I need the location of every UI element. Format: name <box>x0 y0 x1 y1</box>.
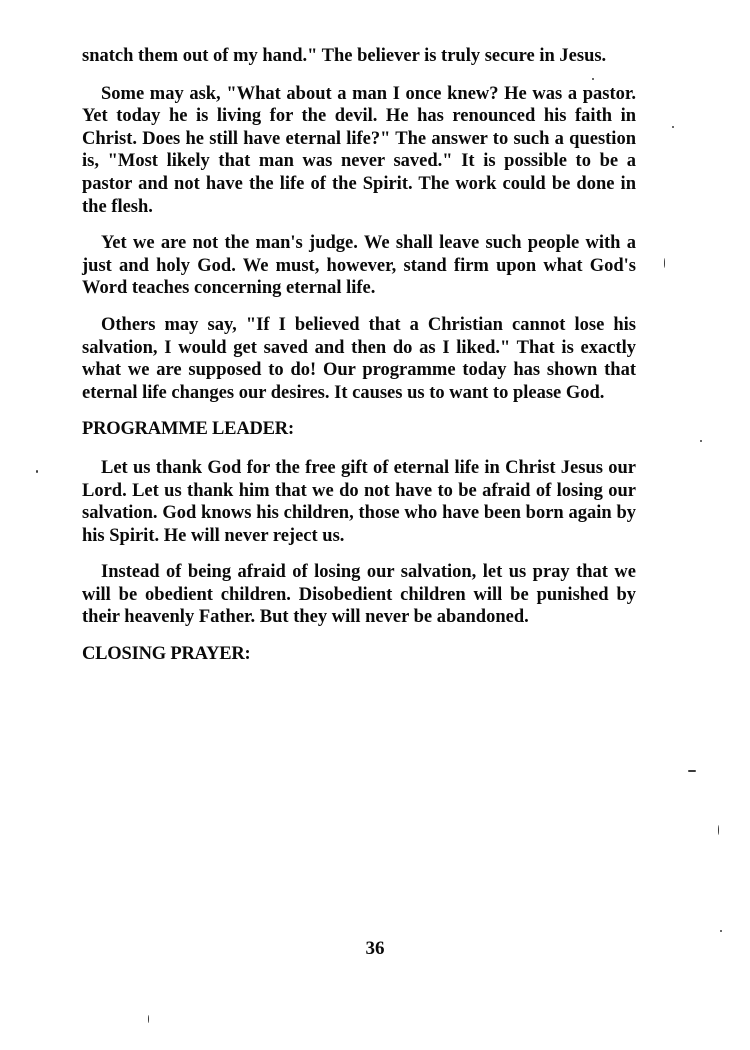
paragraph-not-judge: Yet we are not the man's judge. We shall leave such people with a just and holy God. We must, however, stand firm upon what God's Word teaches concerning eternal life. <box>82 233 636 299</box>
paragraph-others-may-say: Others may say, "If I believed that a Christian cannot lose his salvation, I would get saved and then do as I liked." That is exactly what we are supposed to do! Our programme today has shown that eternal life changes our desires. It causes us to want to please God. <box>82 314 636 403</box>
paragraph-obedient-children: Instead of being afraid of losing our salvation, let us pray that we will be obedient children. Disobedient children will be punished by their heavenly Father. But they will never be abandoned. <box>82 562 636 628</box>
heading-programme-leader: PROGRAMME LEADER: <box>82 419 294 440</box>
scan-speck <box>718 825 719 835</box>
scan-speck <box>700 440 702 442</box>
scan-speck <box>720 930 722 932</box>
scan-speck <box>688 770 696 772</box>
scan-speck <box>672 126 674 128</box>
scan-speck <box>36 470 38 473</box>
scan-speck <box>148 1015 149 1023</box>
paragraph-continuation: snatch them out of my hand." The believer is truly secure in Jesus. <box>82 46 607 66</box>
scan-speck <box>664 258 665 268</box>
paragraph-pastor-question: Some may ask, "What about a man I once knew? He was a pastor. Yet today he is living for the devil. He has renounced his faith in Christ. Does he still have eternal life?" The answer to such a question is, "Most likely that man was never saved." It is possible to be a pastor and not have the life of the Spirit. The work could be done in the flesh. <box>82 83 636 217</box>
scan-speck <box>592 78 594 80</box>
paragraph-thank-god: Let us thank God for the free gift of eternal life in Christ Jesus our Lord. Let us thank him that we do not have to be afraid of losing our salvation. God knows his children, those who have been born again by his Spirit. He will never reject us. <box>82 457 636 546</box>
page-number: 36 <box>365 938 385 959</box>
text-column <box>82 45 636 682</box>
heading-closing-prayer: CLOSING PRAYER: <box>82 644 251 665</box>
